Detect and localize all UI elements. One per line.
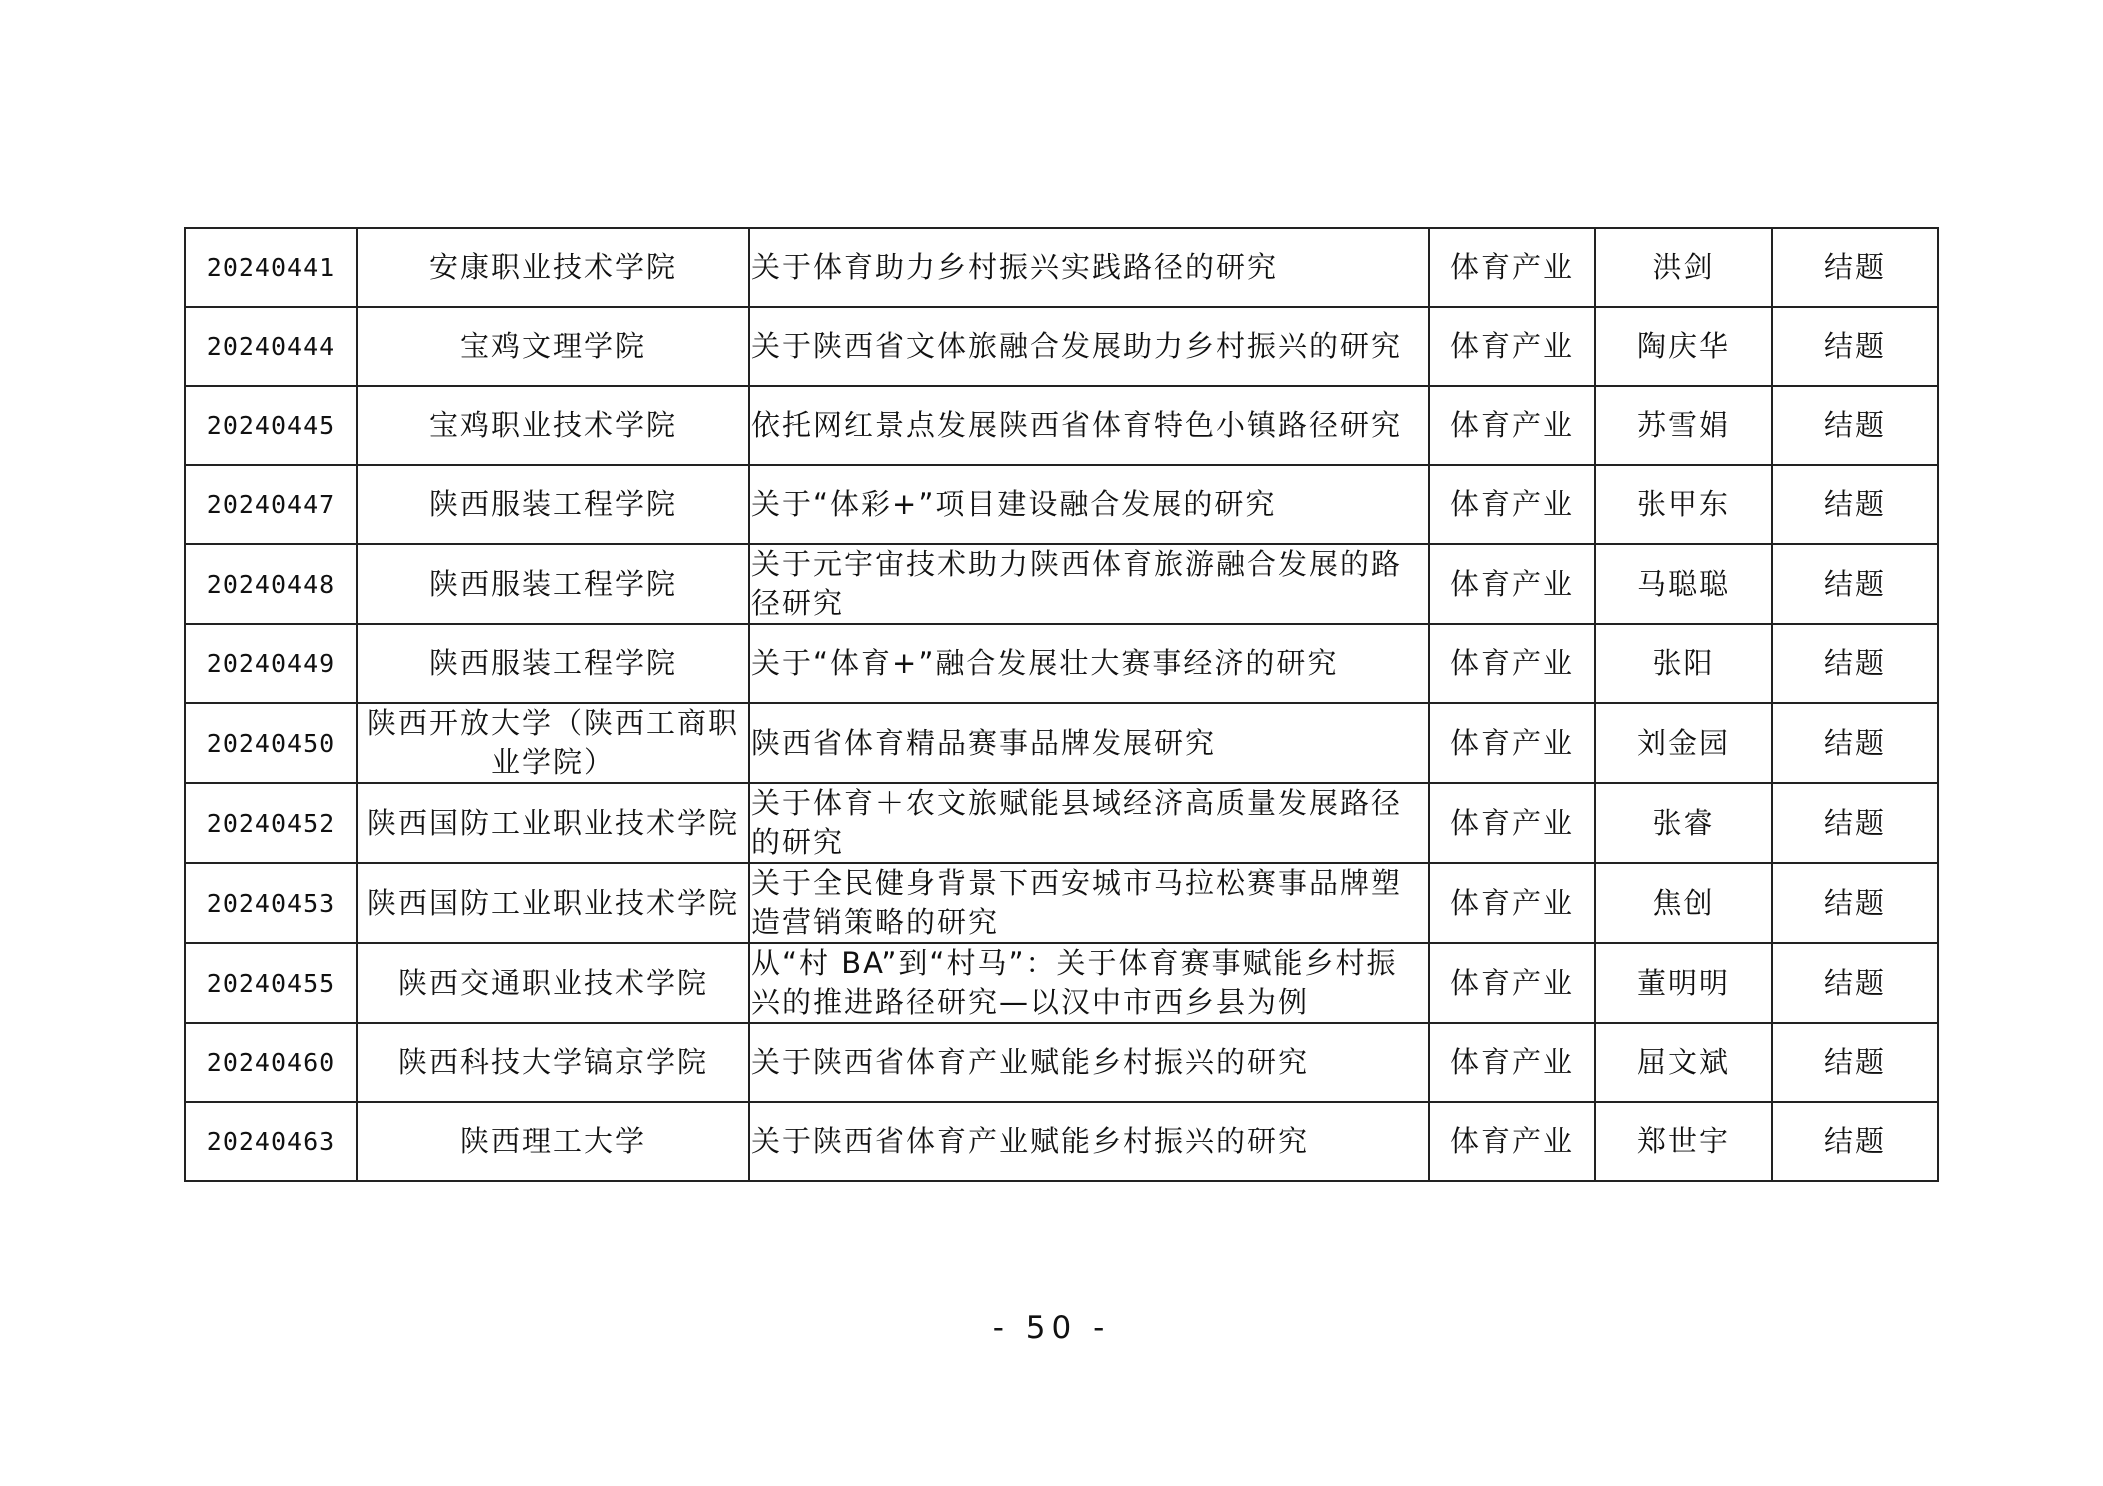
project-leader: 董明明 xyxy=(1595,943,1772,1023)
project-id: 20240441 xyxy=(185,228,357,307)
table-row xyxy=(185,228,1938,307)
project-leader: 马聪聪 xyxy=(1595,544,1772,624)
status: 结题 xyxy=(1772,228,1938,307)
project-leader: 苏雪娟 xyxy=(1595,386,1772,465)
status: 结题 xyxy=(1772,386,1938,465)
project-id: 20240448 xyxy=(185,544,357,624)
category: 体育产业 xyxy=(1429,465,1595,544)
status: 结题 xyxy=(1772,863,1938,943)
category: 体育产业 xyxy=(1429,544,1595,624)
project-id: 20240445 xyxy=(185,386,357,465)
status: 结题 xyxy=(1772,1102,1938,1181)
project-title: 从“村 BA”到“村马”：关于体育赛事赋能乡村振兴的推进路径研究—以汉中市西乡县为例 xyxy=(749,943,1429,1023)
category: 体育产业 xyxy=(1429,863,1595,943)
institution: 陕西服装工程学院 xyxy=(357,624,749,703)
project-title: 陕西省体育精品赛事品牌发展研究 xyxy=(749,703,1429,783)
institution: 陕西开放大学（陕西工商职业学院） xyxy=(357,703,749,783)
category: 体育产业 xyxy=(1429,307,1595,386)
table-row xyxy=(185,624,1938,703)
status: 结题 xyxy=(1772,307,1938,386)
category: 体育产业 xyxy=(1429,1102,1595,1181)
project-id: 20240455 xyxy=(185,943,357,1023)
project-title: 关于体育助力乡村振兴实践路径的研究 xyxy=(749,228,1429,307)
project-title: 关于“体育+”融合发展壮大赛事经济的研究 xyxy=(749,624,1429,703)
institution: 陕西科技大学镐京学院 xyxy=(357,1023,749,1102)
project-title: 依托网红景点发展陕西省体育特色小镇路径研究 xyxy=(749,386,1429,465)
project-id: 20240449 xyxy=(185,624,357,703)
table-row xyxy=(185,783,1938,863)
status: 结题 xyxy=(1772,544,1938,624)
table-row xyxy=(185,943,1938,1023)
project-leader: 洪剑 xyxy=(1595,228,1772,307)
status: 结题 xyxy=(1772,465,1938,544)
project-title: 关于陕西省体育产业赋能乡村振兴的研究 xyxy=(749,1102,1429,1181)
project-id: 20240447 xyxy=(185,465,357,544)
records-table xyxy=(184,227,1939,1182)
table-row xyxy=(185,703,1938,783)
project-leader: 屈文斌 xyxy=(1595,1023,1772,1102)
category: 体育产业 xyxy=(1429,703,1595,783)
project-title: 关于全民健身背景下西安城市马拉松赛事品牌塑造营销策略的研究 xyxy=(749,863,1429,943)
project-title: 关于“体彩+”项目建设融合发展的研究 xyxy=(749,465,1429,544)
institution: 陕西交通职业技术学院 xyxy=(357,943,749,1023)
project-leader: 张睿 xyxy=(1595,783,1772,863)
status: 结题 xyxy=(1772,783,1938,863)
institution: 陕西服装工程学院 xyxy=(357,544,749,624)
project-leader: 陶庆华 xyxy=(1595,307,1772,386)
status: 结题 xyxy=(1772,943,1938,1023)
category: 体育产业 xyxy=(1429,228,1595,307)
project-leader: 张阳 xyxy=(1595,624,1772,703)
status: 结题 xyxy=(1772,1023,1938,1102)
project-id: 20240450 xyxy=(185,703,357,783)
project-title: 关于陕西省体育产业赋能乡村振兴的研究 xyxy=(749,1023,1429,1102)
project-id: 20240460 xyxy=(185,1023,357,1102)
institution: 陕西服装工程学院 xyxy=(357,465,749,544)
category: 体育产业 xyxy=(1429,783,1595,863)
project-id: 20240444 xyxy=(185,307,357,386)
project-title: 关于元宇宙技术助力陕西体育旅游融合发展的路径研究 xyxy=(749,544,1429,624)
table-row xyxy=(185,1023,1938,1102)
table-row xyxy=(185,307,1938,386)
project-leader: 郑世宇 xyxy=(1595,1102,1772,1181)
table-row xyxy=(185,863,1938,943)
project-title: 关于体育＋农文旅赋能县域经济高质量发展路径的研究 xyxy=(749,783,1429,863)
table-row xyxy=(185,1102,1938,1181)
project-id: 20240452 xyxy=(185,783,357,863)
table-row xyxy=(185,386,1938,465)
category: 体育产业 xyxy=(1429,1023,1595,1102)
institution: 陕西国防工业职业技术学院 xyxy=(357,863,749,943)
status: 结题 xyxy=(1772,703,1938,783)
project-leader: 刘金园 xyxy=(1595,703,1772,783)
institution: 宝鸡文理学院 xyxy=(357,307,749,386)
project-leader: 焦创 xyxy=(1595,863,1772,943)
project-leader: 张甲东 xyxy=(1595,465,1772,544)
institution: 安康职业技术学院 xyxy=(357,228,749,307)
status: 结题 xyxy=(1772,624,1938,703)
project-title: 关于陕西省文体旅融合发展助力乡村振兴的研究 xyxy=(749,307,1429,386)
institution: 陕西国防工业职业技术学院 xyxy=(357,783,749,863)
category: 体育产业 xyxy=(1429,943,1595,1023)
project-id: 20240463 xyxy=(185,1102,357,1181)
institution: 陕西理工大学 xyxy=(357,1102,749,1181)
table-row xyxy=(185,544,1938,624)
page-number: - 50 - xyxy=(992,1310,1111,1346)
category: 体育产业 xyxy=(1429,386,1595,465)
category: 体育产业 xyxy=(1429,624,1595,703)
table-row xyxy=(185,465,1938,544)
institution: 宝鸡职业技术学院 xyxy=(357,386,749,465)
project-id: 20240453 xyxy=(185,863,357,943)
